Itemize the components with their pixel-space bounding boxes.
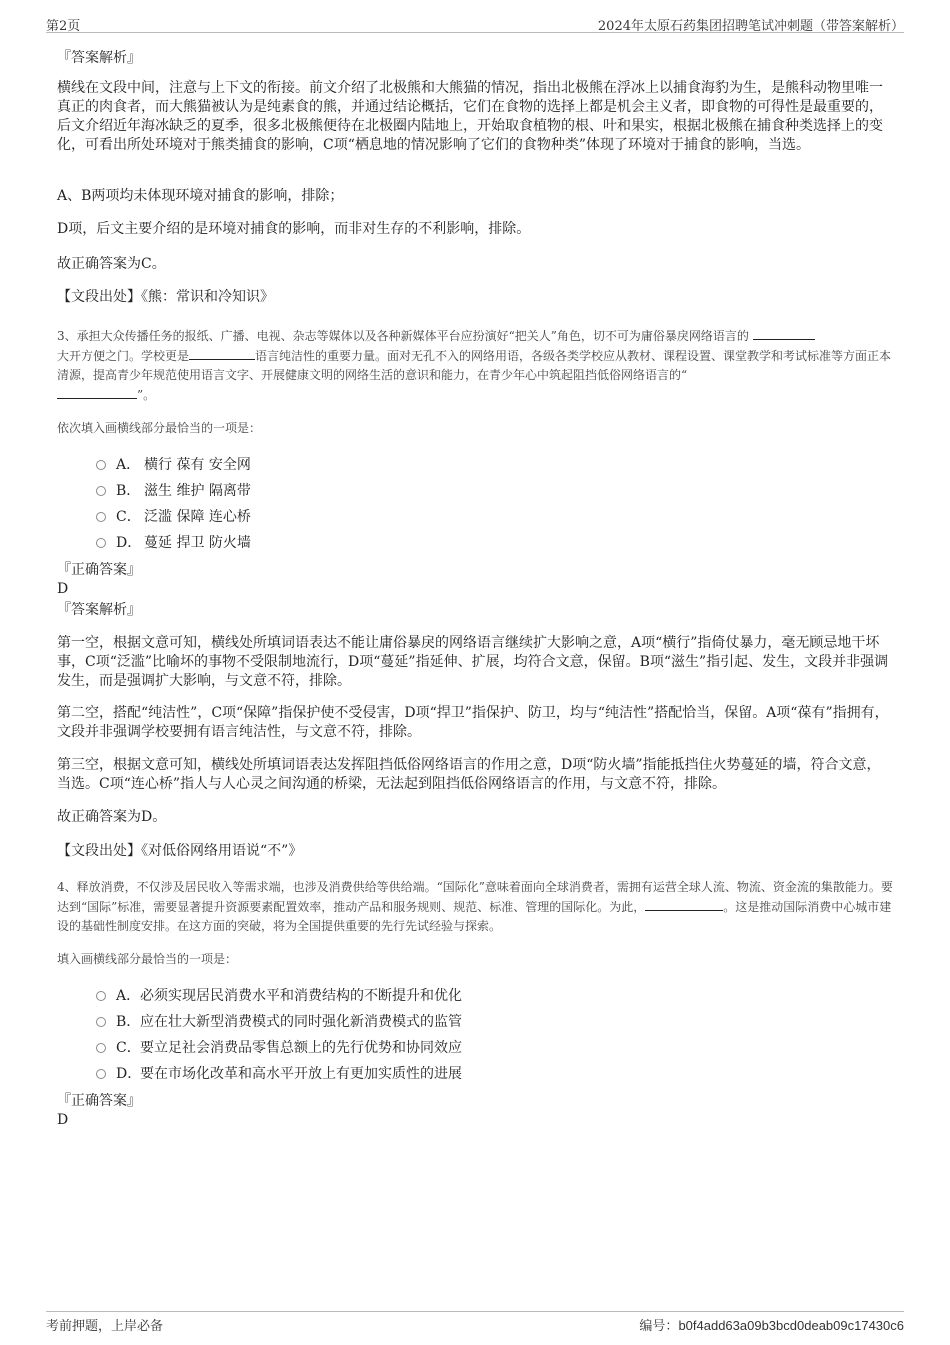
q3-option-a[interactable]: A． 横行 葆有 安全网	[96, 455, 251, 475]
radio-icon[interactable]	[96, 512, 106, 522]
q3-stem-part-d: ”。	[137, 388, 156, 402]
q2-source	[57, 288, 893, 307]
q2-analysis-p3: D项，后文主要介绍的是环境对捕食的影响，而非对生存的不利影响，排除。	[57, 221, 531, 237]
q3-option-d[interactable]: D． 蔓延 捍卫 防火墙	[96, 533, 251, 553]
radio-icon[interactable]	[96, 1043, 106, 1053]
q4-answer-label: 『正确答案』	[57, 1093, 141, 1109]
q4-stem-part-a: 4、释放消费，不仅涉及居民收入等需求端，也涉及消费供给等供给端。“国际化”意味着面向全球消费者，需拥有运营全球人流、物流、资金流的集散能力。要达到“国际”标准，需要显著提升资源要素配置效率，推动产品和服务规则、规范、标准、管理的国际化。为此，	[57, 880, 893, 914]
blank-line	[645, 897, 723, 911]
document-code	[639, 1315, 904, 1334]
q2-analysis-p4: 故正确答案为C。	[57, 256, 166, 272]
q4-option-b[interactable]: B．应在壮大新型消费模式的同时强化新消费模式的监管	[96, 1012, 462, 1032]
q2-analysis-p1: 横线在文段中间，注意与上下文的衔接。前文介绍了北极熊和大熊猫的情况，指出北极熊在浮冰上以捕食海豹为生，是熊科动物里唯一真正的肉食者，而大熊猫被认为是纯素食的熊，并通过结论概括，它们在食物的选择上都是机会主义者，即食物的可得性是最重要的，后文介绍近年海冰缺乏的夏季，很多北极熊便待在北极圈内陆地上，开始取食植物的根、叶和果实，根据北极熊在捕食种类选择上的变化，可看出所处环境对于熊类捕食的影响，C项“栖息地的情况影响了它们的食物种类”体现了环境对于捕食的影响，当选。	[57, 80, 883, 153]
q4-option-d[interactable]: D．要在市场化改革和高水平开放上有更加实质性的进展	[96, 1064, 462, 1084]
q3-source	[57, 842, 893, 861]
q2-analysis-p2: A、B两项均未体现环境对捕食的影响，排除；	[57, 188, 344, 204]
page-footer	[46, 1311, 904, 1334]
radio-icon[interactable]	[96, 1069, 106, 1079]
q4-option-c[interactable]: C．要立足社会消费品零售总额上的先行优势和协同效应	[96, 1038, 462, 1058]
page-header	[46, 12, 904, 33]
radio-icon[interactable]	[96, 991, 106, 1001]
blank-line	[189, 346, 255, 360]
q2-source-label: 【文段出处】	[57, 289, 141, 305]
q2-analysis-label: 『答案解析』	[57, 50, 141, 66]
document-title: 2024年太原石药集团招聘笔试冲刺题（带答案解析）	[597, 19, 904, 34]
q3-analysis-label: 『答案解析』	[57, 602, 141, 618]
blank-line	[57, 385, 137, 399]
blank-line	[753, 326, 815, 340]
q3-stem	[57, 326, 897, 405]
q3-analysis-p4: 故正确答案为D。	[57, 809, 167, 825]
q3-answer: D	[57, 581, 69, 597]
document-code-label: 编号：	[639, 1319, 679, 1334]
document-code-value: b0f4add63a09b3bcd0deab09c17430c6	[678, 1318, 904, 1333]
footer-slogan: 考前押题，上岸必备	[46, 1319, 164, 1334]
q4-answer: D	[57, 1112, 69, 1128]
radio-icon[interactable]	[96, 460, 106, 470]
q3-stem-part-c: 语言纯洁性的重要力量。面对无孔不入的网络用语，各级各类学校应从教材、课程设置、课堂教学和考试标准等方面正本清源，提高青少年规范使用语言文字、开展健康文明的网络生活的意识和能力，在青少年心中筑起阻挡低俗网络语言的“	[57, 349, 892, 382]
radio-icon[interactable]	[96, 486, 106, 496]
q2-source-title: 《熊：常识和冷知识》	[141, 289, 274, 305]
q4-stem-part-b: 。这是推动国际消费中心城市建设的基础性制度安排。在这方面的突破，将为全国提供重要的先行先试经验与探索。	[57, 900, 892, 933]
q3-instruction: 依次填入画横线部分最恰当的一项是：	[57, 421, 262, 435]
q4-instruction: 填入画横线部分最恰当的一项是：	[57, 952, 238, 966]
q3-stem-part-a: 3、承担大众传播任务的报纸、广播、电视、杂志等媒体以及各种新媒体平台应扮演好“把关人”角色，切不可为庸俗暴戾网络语言的	[57, 329, 749, 343]
q3-option-b[interactable]: B． 滋生 维护 隔离带	[96, 481, 251, 501]
q3-analysis-p2: 第二空，搭配“纯洁性”，C项“保障”指保护使不受侵害，D项“捍卫”指保护、防卫，均与“纯洁性”搭配恰当，保留。A项“葆有”指拥有，文段并非强调学校要拥有语言纯洁性，与文意不符，排除。	[57, 705, 889, 740]
q3-stem-part-b: 大开方便之门。学校更是	[57, 349, 190, 363]
q3-analysis-p1: 第一空，根据文意可知，横线处所填词语表达不能让庸俗暴戾的网络语言继续扩大影响之意，A项“横行”指倚仗暴力，毫无顾忌地干坏事，C项“泛滥”比喻坏的事物不受限制地流行，D项“蔓延”指延伸、扩展，均符合文意，保留。B项“滋生”指引起、发生，文段并非强调发生，而是强调扩大影响，与文意不符，排除。	[57, 635, 889, 689]
q3-analysis-p3: 第三空，根据文意可知，横线处所填词语表达发挥阻挡低俗网络语言的作用之意，D项“防火墙”指能抵挡住火势蔓延的墙，符合文意，当选。C项“连心桥”指人与人心灵之间沟通的桥梁，无法起到阻挡低俗网络语言的作用，与文意不符，排除。	[57, 757, 881, 792]
q4-option-a[interactable]: A．必须实现居民消费水平和消费结构的不断提升和优化	[96, 986, 462, 1006]
page-number: 第2页	[46, 19, 81, 34]
q3-source-label: 【文段出处】	[57, 843, 141, 859]
q3-source-title: 《对低俗网络用语说“不”》	[141, 843, 303, 859]
q3-option-c[interactable]: C． 泛滥 保障 连心桥	[96, 507, 251, 527]
radio-icon[interactable]	[96, 538, 106, 548]
q3-answer-label: 『正确答案』	[57, 562, 141, 578]
radio-icon[interactable]	[96, 1017, 106, 1027]
q4-stem	[57, 878, 897, 936]
